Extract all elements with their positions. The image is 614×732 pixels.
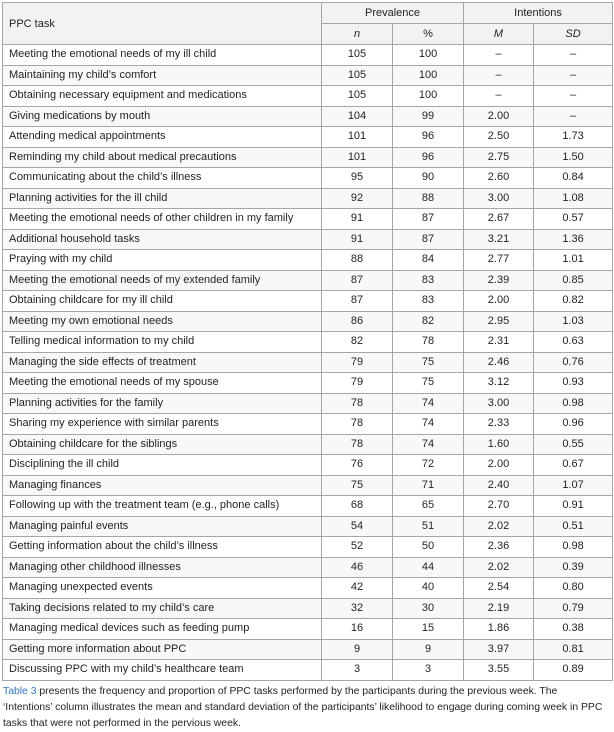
cell-percent: 90 <box>393 168 464 189</box>
cell-mean: 2.77 <box>464 250 534 271</box>
table-row <box>3 332 613 353</box>
table-row <box>3 434 613 455</box>
header-task: PPC task <box>3 3 322 45</box>
cell-percent: 15 <box>393 619 464 640</box>
cell-mean: 2.00 <box>464 106 534 127</box>
cell-sd: – <box>534 45 613 66</box>
cell-task: Praying with my child <box>3 250 322 271</box>
cell-task: Sharing my experience with similar parents <box>3 414 322 435</box>
header-intentions: Intentions <box>464 3 613 24</box>
table-row <box>3 639 613 660</box>
table-row <box>3 516 613 537</box>
table-row <box>3 393 613 414</box>
cell-percent: 65 <box>393 496 464 517</box>
cell-percent: 84 <box>393 250 464 271</box>
cell-sd: 0.67 <box>534 455 613 476</box>
cell-mean: – <box>464 86 534 107</box>
cell-sd: – <box>534 86 613 107</box>
cell-sd: 0.96 <box>534 414 613 435</box>
cell-task: Communicating about the child’s illness <box>3 168 322 189</box>
cell-task: Meeting the emotional needs of my extended family <box>3 270 322 291</box>
cell-sd: 1.36 <box>534 229 613 250</box>
cell-sd: 0.57 <box>534 209 613 230</box>
cell-task: Additional household tasks <box>3 229 322 250</box>
cell-mean: 2.50 <box>464 127 534 148</box>
table-row <box>3 45 613 66</box>
cell-percent: 100 <box>393 65 464 86</box>
cell-task: Managing finances <box>3 475 322 496</box>
cell-mean: 3.21 <box>464 229 534 250</box>
table-row <box>3 598 613 619</box>
cell-mean: 3.12 <box>464 373 534 394</box>
cell-mean: 2.67 <box>464 209 534 230</box>
cell-percent: 83 <box>393 291 464 312</box>
cell-sd: 0.84 <box>534 168 613 189</box>
cell-percent: 9 <box>393 639 464 660</box>
cell-n: 78 <box>322 414 393 435</box>
cell-percent: 71 <box>393 475 464 496</box>
cell-percent: 51 <box>393 516 464 537</box>
cell-sd: 0.55 <box>534 434 613 455</box>
cell-mean: 2.75 <box>464 147 534 168</box>
cell-n: 78 <box>322 393 393 414</box>
cell-n: 82 <box>322 332 393 353</box>
cell-percent: 99 <box>393 106 464 127</box>
table-row <box>3 106 613 127</box>
cell-percent: 87 <box>393 229 464 250</box>
cell-n: 79 <box>322 352 393 373</box>
cell-mean: 2.40 <box>464 475 534 496</box>
table-row <box>3 65 613 86</box>
cell-task: Managing other childhood illnesses <box>3 557 322 578</box>
cell-task: Meeting my own emotional needs <box>3 311 322 332</box>
cell-task: Getting information about the child’s illness <box>3 537 322 558</box>
cell-percent: 87 <box>393 209 464 230</box>
cell-n: 46 <box>322 557 393 578</box>
cell-mean: 2.31 <box>464 332 534 353</box>
cell-percent: 50 <box>393 537 464 558</box>
table-row <box>3 127 613 148</box>
table-row <box>3 619 613 640</box>
cell-sd: 0.98 <box>534 537 613 558</box>
header-prevalence: Prevalence <box>322 3 464 24</box>
table-reference-link[interactable]: Table 3 <box>3 686 37 697</box>
cell-sd: 0.51 <box>534 516 613 537</box>
table-row <box>3 496 613 517</box>
cell-percent: 88 <box>393 188 464 209</box>
cell-n: 101 <box>322 147 393 168</box>
cell-task: Obtaining childcare for my ill child <box>3 291 322 312</box>
table-body <box>3 45 613 681</box>
header-sd: SD <box>534 24 613 45</box>
table-row <box>3 188 613 209</box>
table-row <box>3 86 613 107</box>
cell-n: 68 <box>322 496 393 517</box>
cell-task: Getting more information about PPC <box>3 639 322 660</box>
cell-sd: 0.82 <box>534 291 613 312</box>
table-row <box>3 291 613 312</box>
cell-sd: 0.93 <box>534 373 613 394</box>
cell-sd: 0.39 <box>534 557 613 578</box>
cell-percent: 78 <box>393 332 464 353</box>
table-row <box>3 537 613 558</box>
cell-sd: 1.50 <box>534 147 613 168</box>
cell-sd: 0.79 <box>534 598 613 619</box>
cell-sd: 0.91 <box>534 496 613 517</box>
cell-task: Meeting the emotional needs of my ill child <box>3 45 322 66</box>
cell-sd: 0.76 <box>534 352 613 373</box>
header-n: n <box>322 24 393 45</box>
cell-percent: 96 <box>393 147 464 168</box>
header-mean: M <box>464 24 534 45</box>
cell-percent: 82 <box>393 311 464 332</box>
cell-mean: 2.39 <box>464 270 534 291</box>
cell-percent: 72 <box>393 455 464 476</box>
cell-mean: 2.00 <box>464 291 534 312</box>
cell-mean: 1.86 <box>464 619 534 640</box>
table-row <box>3 578 613 599</box>
cell-task: Discussing PPC with my child’s healthcare team <box>3 660 322 681</box>
cell-mean: 2.00 <box>464 455 534 476</box>
cell-percent: 40 <box>393 578 464 599</box>
cell-mean: 2.36 <box>464 537 534 558</box>
cell-task: Obtaining necessary equipment and medications <box>3 86 322 107</box>
cell-sd: 1.08 <box>534 188 613 209</box>
cell-n: 42 <box>322 578 393 599</box>
table-row <box>3 475 613 496</box>
caption-text: presents the frequency and proportion of PPC tasks performed by the participants during the previous week. The ‘Intentions’ column illustrates the mean and standard deviation of the participants’ likelihood to engage during coming week in PPC tasks that were not performed in the pervious week. <box>3 686 603 729</box>
cell-n: 87 <box>322 270 393 291</box>
cell-mean: 2.54 <box>464 578 534 599</box>
cell-sd: 1.07 <box>534 475 613 496</box>
cell-sd: 1.73 <box>534 127 613 148</box>
cell-sd: 0.85 <box>534 270 613 291</box>
table-row <box>3 250 613 271</box>
cell-task: Managing the side effects of treatment <box>3 352 322 373</box>
cell-n: 86 <box>322 311 393 332</box>
ppc-task-table-container <box>2 2 612 681</box>
cell-n: 78 <box>322 434 393 455</box>
cell-sd: 0.63 <box>534 332 613 353</box>
cell-task: Taking decisions related to my child’s care <box>3 598 322 619</box>
cell-task: Planning activities for the family <box>3 393 322 414</box>
cell-n: 32 <box>322 598 393 619</box>
cell-task: Reminding my child about medical precautions <box>3 147 322 168</box>
cell-percent: 74 <box>393 414 464 435</box>
table-row <box>3 209 613 230</box>
cell-mean: 3.00 <box>464 188 534 209</box>
cell-task: Maintaining my child’s comfort <box>3 65 322 86</box>
table-caption <box>3 684 609 732</box>
cell-sd: 0.80 <box>534 578 613 599</box>
cell-mean: 2.70 <box>464 496 534 517</box>
cell-mean: 2.19 <box>464 598 534 619</box>
cell-n: 88 <box>322 250 393 271</box>
cell-n: 101 <box>322 127 393 148</box>
cell-n: 87 <box>322 291 393 312</box>
table-row <box>3 229 613 250</box>
cell-n: 9 <box>322 639 393 660</box>
cell-sd: 0.81 <box>534 639 613 660</box>
cell-mean: 2.46 <box>464 352 534 373</box>
cell-sd: 0.98 <box>534 393 613 414</box>
cell-task: Meeting the emotional needs of other children in my family <box>3 209 322 230</box>
cell-sd: 1.01 <box>534 250 613 271</box>
cell-task: Giving medications by mouth <box>3 106 322 127</box>
cell-mean: 1.60 <box>464 434 534 455</box>
cell-percent: 75 <box>393 373 464 394</box>
cell-sd: – <box>534 106 613 127</box>
cell-percent: 74 <box>393 434 464 455</box>
cell-mean: 3.97 <box>464 639 534 660</box>
table-row <box>3 455 613 476</box>
table-row <box>3 373 613 394</box>
cell-percent: 75 <box>393 352 464 373</box>
cell-task: Obtaining childcare for the siblings <box>3 434 322 455</box>
table-row <box>3 311 613 332</box>
table-header <box>3 3 613 45</box>
cell-task: Managing painful events <box>3 516 322 537</box>
cell-n: 91 <box>322 209 393 230</box>
cell-mean: – <box>464 45 534 66</box>
cell-percent: 74 <box>393 393 464 414</box>
cell-task: Planning activities for the ill child <box>3 188 322 209</box>
cell-n: 105 <box>322 65 393 86</box>
cell-n: 16 <box>322 619 393 640</box>
table-row <box>3 352 613 373</box>
cell-percent: 83 <box>393 270 464 291</box>
table-row <box>3 557 613 578</box>
cell-task: Managing unexpected events <box>3 578 322 599</box>
ppc-task-table <box>2 2 613 681</box>
cell-n: 54 <box>322 516 393 537</box>
cell-mean: 3.55 <box>464 660 534 681</box>
cell-n: 104 <box>322 106 393 127</box>
cell-task: Meeting the emotional needs of my spouse <box>3 373 322 394</box>
cell-percent: 100 <box>393 45 464 66</box>
cell-n: 105 <box>322 86 393 107</box>
table-row <box>3 270 613 291</box>
cell-sd: – <box>534 65 613 86</box>
cell-n: 79 <box>322 373 393 394</box>
cell-mean: 2.02 <box>464 516 534 537</box>
cell-task: Managing medical devices such as feeding pump <box>3 619 322 640</box>
cell-mean: – <box>464 65 534 86</box>
cell-task: Telling medical information to my child <box>3 332 322 353</box>
cell-mean: 2.02 <box>464 557 534 578</box>
cell-n: 76 <box>322 455 393 476</box>
cell-percent: 30 <box>393 598 464 619</box>
cell-mean: 2.95 <box>464 311 534 332</box>
cell-percent: 3 <box>393 660 464 681</box>
cell-percent: 100 <box>393 86 464 107</box>
cell-percent: 96 <box>393 127 464 148</box>
cell-mean: 2.60 <box>464 168 534 189</box>
cell-task: Following up with the treatment team (e.g., phone calls) <box>3 496 322 517</box>
cell-sd: 0.89 <box>534 660 613 681</box>
cell-n: 75 <box>322 475 393 496</box>
cell-n: 91 <box>322 229 393 250</box>
cell-mean: 2.33 <box>464 414 534 435</box>
cell-n: 3 <box>322 660 393 681</box>
cell-sd: 0.38 <box>534 619 613 640</box>
table-row <box>3 168 613 189</box>
cell-n: 92 <box>322 188 393 209</box>
cell-task: Attending medical appointments <box>3 127 322 148</box>
cell-percent: 44 <box>393 557 464 578</box>
table-row <box>3 414 613 435</box>
cell-n: 95 <box>322 168 393 189</box>
cell-task: Disciplining the ill child <box>3 455 322 476</box>
header-percent: % <box>393 24 464 45</box>
table-row <box>3 147 613 168</box>
cell-n: 52 <box>322 537 393 558</box>
table-row <box>3 660 613 681</box>
cell-mean: 3.00 <box>464 393 534 414</box>
cell-sd: 1.03 <box>534 311 613 332</box>
cell-n: 105 <box>322 45 393 66</box>
